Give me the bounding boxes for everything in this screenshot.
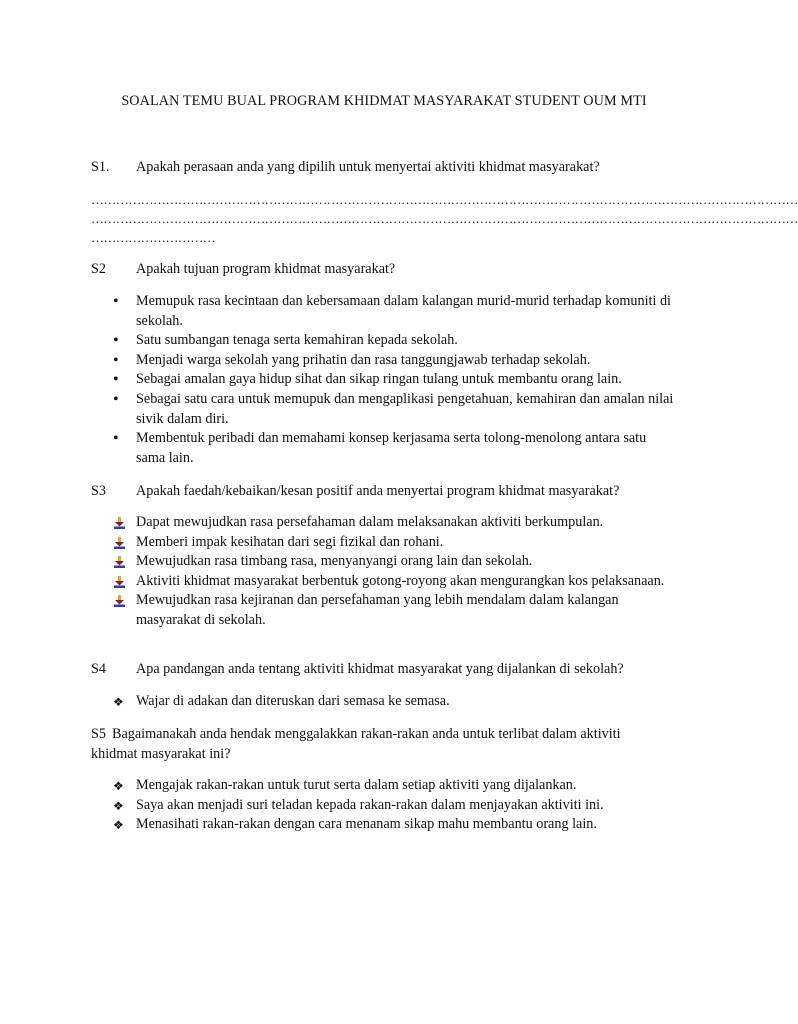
arrow-bullet-icon [114,537,126,549]
diamond-bullet-icon [113,815,124,836]
arrow-bullet-icon [114,556,126,568]
bullet-icon [113,331,119,351]
list-item: • Membentuk peribadi dan memahami konsep kerjasama serta tolong-menolong antara satu sama lain. [0,429,676,468]
bullet-icon [113,370,119,390]
list-item: • Satu sumbangan tenaga serta kemahiran kepada sekolah. [0,331,676,351]
question-text: Apakah tujuan program khidmat masyarakat? [136,261,396,277]
answer-line: ……………………………………………………………………………………………………………………………………………………… [91,211,798,226]
list-item: • Memupuk rasa kecintaan dan kebersamaan dalam kalangan murid-murid terhadap komuniti di sekolah. [0,292,676,331]
question-s5 [91,725,661,764]
list-item: Aktiviti khidmat masyarakat berbentuk gotong-royong akan mengurangkan kos pelaksanaan. [0,572,676,592]
question-number: S2 [91,261,106,277]
question-s3 [91,482,619,501]
question-text: Apakah perasaan anda yang dipilih untuk menyertai aktiviti khidmat masyarakat? [136,159,600,175]
list-item: ❖ Wajar di adakan dan diteruskan dari semasa ke semasa. [0,692,676,712]
answer-line: ……………………………………………………………………………………………………………………………………………………… [91,192,798,207]
answer-line: ………………………… [91,230,216,245]
question-number: S4 [91,661,106,677]
arrow-bullet-icon [114,517,126,529]
question-s4 [91,660,624,679]
arrow-bullet-icon [114,576,126,588]
list-item: Dapat mewujudkan rasa persefahaman dalam melaksanakan aktiviti berkumpulan. [0,513,676,533]
list-item: Mewujudkan rasa timbang rasa, menyanyangi orang lain dan sekolah. [0,552,676,572]
question-number: S3 [91,483,106,499]
list-item: ❖ Menasihati rakan-rakan dengan cara menanam sikap mahu membantu orang lain. [0,815,676,835]
question-text: Apa pandangan anda tentang aktiviti khidmat masyarakat yang dijalankan di sekolah? [136,661,624,677]
list-item: • Sebagai satu cara untuk memupuk dan mengaplikasi pengetahuan, kemahiran dan amalan nilai sivik dalam diri. [0,390,676,429]
answer-list-s4 [0,692,676,712]
list-item: Memberi impak kesihatan dari segi fizikal dan rohani. [0,533,676,553]
question-number: S5 [91,726,106,742]
bullet-icon [113,351,119,371]
answer-list-s2 [0,292,676,468]
bullet-icon [113,429,119,449]
diamond-bullet-icon [113,796,124,817]
question-text: Apakah faedah/kebaikan/kesan positif anda menyertai program khidmat masyarakat? [136,483,620,499]
list-item: ❖ Saya akan menjadi suri teladan kepada rakan-rakan dalam menjayakan aktiviti ini. [0,796,676,816]
list-item: ❖ Mengajak rakan-rakan untuk turut serta dalam setiap aktiviti yang dijalankan. [0,776,676,796]
diamond-bullet-icon [113,776,124,797]
list-item: • Menjadi warga sekolah yang prihatin dan rasa tanggungjawab terhadap sekolah. [0,351,676,371]
question-s2 [91,260,395,279]
answer-list-s3 [0,513,676,631]
list-item: Mewujudkan rasa kejiranan dan persefahaman yang lebih mendalam dalam kalangan masyarakat di sekolah. [0,591,676,630]
question-s1 [91,158,600,177]
diamond-bullet-icon [113,692,124,713]
bullet-icon [113,292,119,312]
answer-list-s5 [0,776,676,835]
arrow-bullet-icon [114,595,126,607]
document-title: SOALAN TEMU BUAL PROGRAM KHIDMAT MASYARAKAT STUDENT OUM MTI [121,93,647,109]
bullet-icon [113,390,119,410]
question-number: S1. [91,159,110,175]
question-text: Bagaimanakah anda hendak menggalakkan rakan-rakan anda untuk terlibat dalam aktiviti khidmat masyarakat ini? [91,726,621,762]
list-item: • Sebagai amalan gaya hidup sihat dan sikap ringan tulang untuk membantu orang lain. [0,370,676,390]
